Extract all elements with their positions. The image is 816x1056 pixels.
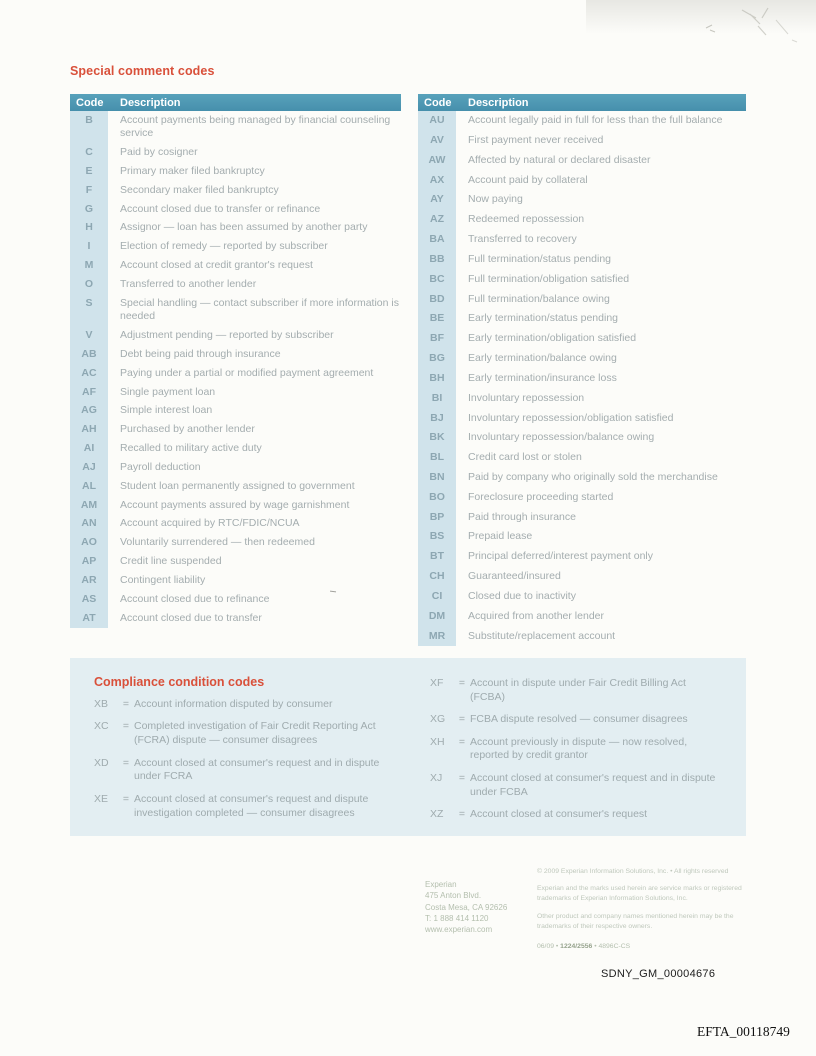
compliance-entry: [430, 772, 722, 800]
equals-sign: =: [122, 720, 130, 733]
code-cell: BG: [418, 349, 456, 369]
table-row: [70, 345, 401, 364]
compliance-description: Account closed at consumer's request and in dispute under FCBA: [470, 771, 716, 798]
description-cell: Assignor — loan has been assumed by another party: [120, 221, 368, 234]
table-row: [70, 383, 401, 402]
code-cell: BT: [418, 547, 456, 567]
code-cell: S: [70, 294, 108, 326]
description-cell: Paid by cosigner: [120, 146, 198, 159]
compliance-entry: [430, 677, 722, 705]
bates-stamp-sdny: SDNY_GM_00004676: [601, 968, 716, 980]
address-line: Costa Mesa, CA 92626: [425, 902, 508, 912]
compliance-code: XZ: [430, 808, 444, 821]
address-line: T: 1 888 414 1120: [425, 914, 489, 924]
code-cell: BL: [418, 448, 456, 468]
table-row: [418, 389, 746, 409]
table-row: [418, 527, 746, 547]
code-cell: O: [70, 275, 108, 294]
description-cell: Paid through insurance: [468, 510, 576, 523]
print-code: 1224/2556: [560, 942, 593, 950]
table-row: [418, 151, 746, 171]
table-row: [418, 369, 746, 389]
code-cell: V: [70, 327, 108, 346]
description-cell: Affected by natural or declared disaster: [468, 153, 651, 166]
compliance-code: XB: [94, 698, 109, 710]
code-cell: AP: [70, 553, 108, 572]
description-cell: Voluntarily surrendered — then redeemed: [120, 536, 315, 549]
code-cell: AC: [70, 364, 108, 383]
code-cell: AB: [70, 345, 108, 364]
table-row: [418, 627, 746, 647]
table-row: [418, 607, 746, 627]
table-row: [70, 477, 401, 496]
code-cell: MR: [418, 627, 456, 647]
code-cell: BP: [418, 508, 456, 528]
table-row: [418, 547, 746, 567]
description-cell: Principal deferred/interest payment only: [468, 550, 654, 563]
compliance-entry: [94, 757, 408, 785]
description-cell: Substitute/replacement account: [468, 629, 616, 642]
page-title: Special comment codes: [70, 64, 215, 78]
code-cell: BB: [418, 250, 456, 270]
table-row: [418, 508, 746, 528]
compliance-right-column: [408, 675, 722, 836]
address-line: Experian: [425, 880, 457, 889]
table-row: [70, 238, 401, 257]
table-row: [70, 327, 401, 346]
compliance-entry: [94, 698, 408, 712]
description-cell: Primary maker filed bankruptcy: [120, 164, 265, 177]
equals-sign: =: [122, 698, 130, 710]
code-cell: AZ: [418, 210, 456, 230]
equals-sign: =: [122, 792, 130, 805]
description-cell: Adjustment pending — reported by subscriber: [120, 329, 334, 342]
print-date: 06/09 •: [537, 942, 561, 950]
code-cell: AN: [70, 515, 108, 534]
description-cell: Account closed due to transfer or refinance: [120, 202, 321, 215]
code-cell: AH: [70, 421, 108, 440]
scan-edge-shade: [586, 0, 816, 34]
compliance-entry: [430, 713, 722, 727]
table-row: [70, 421, 401, 440]
description-cell: Debt being paid through insurance: [120, 347, 281, 360]
code-cell: BK: [418, 428, 456, 448]
legal-text-block: [537, 867, 749, 952]
table-row: [70, 571, 401, 590]
legal-paragraph: © 2009 Experian Information Solutions, Inc. • All rights reserved: [537, 868, 729, 875]
description-cell: Early termination/status pending: [468, 312, 618, 325]
table-row: [70, 275, 401, 294]
code-cell: BC: [418, 270, 456, 290]
table-row: [418, 111, 746, 131]
compliance-code: XC: [94, 720, 109, 733]
table-row: [70, 143, 401, 162]
code-cell: H: [70, 219, 108, 238]
code-column-header: Code: [76, 96, 104, 109]
code-column-header: Code: [424, 96, 452, 109]
table-row: [70, 609, 401, 628]
code-cell: AV: [418, 131, 456, 151]
table-row: [418, 468, 746, 488]
bates-stamp-efta: EFTA_00118749: [697, 1024, 790, 1039]
code-cell: BO: [418, 488, 456, 508]
description-cell: Transferred to recovery: [468, 233, 577, 246]
description-column-header: Description: [468, 96, 529, 109]
code-cell: BI: [418, 389, 456, 409]
code-cell: I: [70, 238, 108, 257]
code-cell: M: [70, 256, 108, 275]
description-cell: Account paid by collateral: [468, 173, 588, 186]
code-cell: CH: [418, 567, 456, 587]
code-cell: AM: [70, 496, 108, 515]
description-cell: Contingent liability: [120, 573, 206, 586]
compliance-entry: [94, 793, 408, 821]
table-header: [70, 94, 401, 111]
table-row: [418, 190, 746, 210]
table-row: [418, 428, 746, 448]
compliance-description: Account closed at consumer's request and in dispute under FCRA: [134, 756, 380, 783]
description-column-header: Description: [120, 96, 181, 109]
compliance-code: XH: [430, 735, 445, 748]
compliance-code: XE: [94, 792, 109, 805]
description-cell: Prepaid lease: [468, 530, 533, 543]
compliance-code: XG: [430, 713, 446, 726]
description-cell: Account closed at credit grantor's request: [120, 259, 313, 272]
description-cell: Foreclosure proceeding started: [468, 490, 614, 503]
table-row: [70, 402, 401, 421]
table-row: [418, 567, 746, 587]
code-cell: AF: [70, 383, 108, 402]
table-row: [418, 488, 746, 508]
code-cell: AO: [70, 534, 108, 553]
description-cell: Credit card lost or stolen: [468, 451, 582, 464]
address-line: www.experian.com: [425, 925, 493, 935]
table-row: [70, 553, 401, 572]
code-cell: E: [70, 162, 108, 181]
table-row: [418, 170, 746, 190]
table-row: [70, 515, 401, 534]
description-cell: Paying under a partial or modified payment agreement: [120, 366, 374, 379]
code-cell: AT: [70, 609, 108, 628]
equals-sign: =: [458, 808, 466, 821]
code-cell: AY: [418, 190, 456, 210]
legal-paragraph: Other product and company names mentioned herein may be the trademarks of their respective owners.: [537, 912, 734, 930]
compliance-description: Account previously in dispute — now resolved, reported by credit grantor: [470, 735, 688, 762]
table-row: [418, 587, 746, 607]
description-cell: First payment never received: [468, 133, 604, 146]
code-cell: BA: [418, 230, 456, 250]
table-row: [70, 256, 401, 275]
code-cell: BN: [418, 468, 456, 488]
compliance-title: Compliance condition codes: [94, 675, 265, 689]
code-cell: BD: [418, 289, 456, 309]
description-cell: Transferred to another lender: [120, 277, 257, 290]
equals-sign: =: [458, 677, 466, 689]
compliance-entry: [430, 808, 722, 822]
description-cell: Full termination/obligation satisfied: [468, 272, 630, 285]
code-cell: C: [70, 143, 108, 162]
description-cell: Account payments assured by wage garnishment: [120, 498, 350, 511]
compliance-code: XD: [94, 756, 109, 769]
compliance-description: Account closed at consumer's request: [470, 808, 648, 821]
code-cell: AI: [70, 440, 108, 459]
description-cell: Early termination/balance owing: [468, 352, 617, 365]
table-row: [70, 496, 401, 515]
code-cell: AJ: [70, 458, 108, 477]
description-cell: Full termination/balance owing: [468, 292, 610, 305]
code-cell: CI: [418, 587, 456, 607]
experian-address-block: [425, 879, 507, 936]
compliance-condition-codes-box: [70, 658, 746, 836]
table-row: [70, 111, 401, 143]
table-row: [418, 448, 746, 468]
description-cell: Closed due to inactivity: [468, 589, 576, 602]
code-cell: F: [70, 181, 108, 200]
compliance-description: Account closed at consumer's request and dispute investigation completed — consumer disagrees: [134, 792, 369, 819]
description-cell: Involuntary repossession/balance owing: [468, 431, 655, 444]
compliance-description: Account information disputed by consumer: [134, 698, 333, 710]
table-row: [70, 440, 401, 459]
table-row: [418, 270, 746, 290]
description-cell: Election of remedy — reported by subscriber: [120, 240, 328, 253]
print-code-line: [537, 942, 749, 952]
table-row: [418, 408, 746, 428]
compliance-left-column: [94, 675, 408, 836]
table-row: [418, 250, 746, 270]
description-cell: Recalled to military active duty: [120, 442, 262, 455]
compliance-code: XJ: [430, 771, 443, 784]
description-cell: Payroll deduction: [120, 460, 201, 473]
description-cell: Acquired from another lender: [468, 609, 604, 622]
table-header: [418, 94, 746, 111]
code-cell: AW: [418, 151, 456, 171]
description-cell: Early termination/insurance loss: [468, 371, 617, 384]
description-cell: Involuntary repossession: [468, 391, 585, 404]
description-cell: Purchased by another lender: [120, 423, 255, 436]
compliance-entry: [430, 736, 722, 764]
special-comment-table-left: [70, 94, 401, 628]
table-row: [70, 294, 401, 326]
table-row: [70, 162, 401, 181]
code-cell: DM: [418, 607, 456, 627]
description-cell: Simple interest loan: [120, 404, 213, 417]
equals-sign: =: [122, 756, 130, 769]
equals-sign: =: [458, 735, 466, 748]
description-cell: Involuntary repossession/obligation satisfied: [468, 411, 674, 424]
print-suffix: • 4896C-CS: [592, 942, 631, 950]
description-cell: Credit line suspended: [120, 555, 222, 568]
table-row: [418, 329, 746, 349]
description-cell: Special handling — contact subscriber if more information is needed: [120, 296, 399, 323]
table-row: [70, 364, 401, 383]
code-cell: G: [70, 200, 108, 219]
equals-sign: =: [458, 771, 466, 784]
code-cell: AU: [418, 111, 456, 131]
code-cell: BE: [418, 309, 456, 329]
special-comment-table-right: [418, 94, 746, 646]
description-cell: Account payments being managed by financial counseling service: [120, 113, 391, 140]
table-row: [418, 289, 746, 309]
description-cell: Account closed due to transfer: [120, 611, 262, 624]
code-cell: AL: [70, 477, 108, 496]
code-cell: BH: [418, 369, 456, 389]
description-cell: Paid by company who originally sold the merchandise: [468, 471, 718, 483]
compliance-description: Completed investigation of Fair Credit Reporting Act (FCRA) dispute — consumer disagrees: [134, 720, 376, 747]
description-cell: Redeemed repossession: [468, 213, 585, 226]
description-cell: Guaranteed/insured: [468, 570, 561, 583]
compliance-description: FCBA dispute resolved — consumer disagrees: [470, 713, 688, 726]
pencil-smudge-marks: [646, 0, 816, 60]
equals-sign: =: [458, 713, 466, 726]
description-cell: Account acquired by RTC/FDIC/NCUA: [120, 517, 300, 530]
address-line: 475 Anton Blvd.: [425, 891, 482, 901]
code-cell: AR: [70, 571, 108, 590]
table-row: [418, 309, 746, 329]
description-cell: Account legally paid in full for less than the full balance: [468, 114, 723, 127]
table-row: [418, 230, 746, 250]
table-row: [70, 200, 401, 219]
code-cell: AX: [418, 170, 456, 190]
table-row: [70, 534, 401, 553]
table-row: [418, 131, 746, 151]
code-cell: AG: [70, 402, 108, 421]
description-cell: Secondary maker filed bankruptcy: [120, 183, 279, 196]
description-cell: Now paying: [468, 193, 523, 206]
table-row: [70, 181, 401, 200]
code-cell: BF: [418, 329, 456, 349]
table-row: [418, 349, 746, 369]
description-cell: Early termination/obligation satisfied: [468, 332, 637, 345]
description-cell: Full termination/status pending: [468, 252, 611, 265]
code-cell: BJ: [418, 408, 456, 428]
description-cell: Student loan permanently assigned to government: [120, 479, 355, 492]
compliance-code: XF: [430, 677, 444, 689]
table-row: [70, 458, 401, 477]
table-row: [418, 210, 746, 230]
description-cell: Single payment loan: [120, 385, 216, 398]
code-cell: AS: [70, 590, 108, 609]
compliance-entry: [94, 720, 408, 748]
compliance-description: Account in dispute under Fair Credit Billing Act (FCBA): [470, 677, 686, 703]
table-row: [70, 590, 401, 609]
code-cell: BS: [418, 527, 456, 547]
legal-paragraph: Experian and the marks used herein are service marks or registered trademarks of Experian Information Solutions, Inc.: [537, 885, 742, 903]
description-cell: Account closed due to refinance: [120, 592, 270, 605]
table-row: [70, 219, 401, 238]
code-cell: B: [70, 111, 108, 143]
